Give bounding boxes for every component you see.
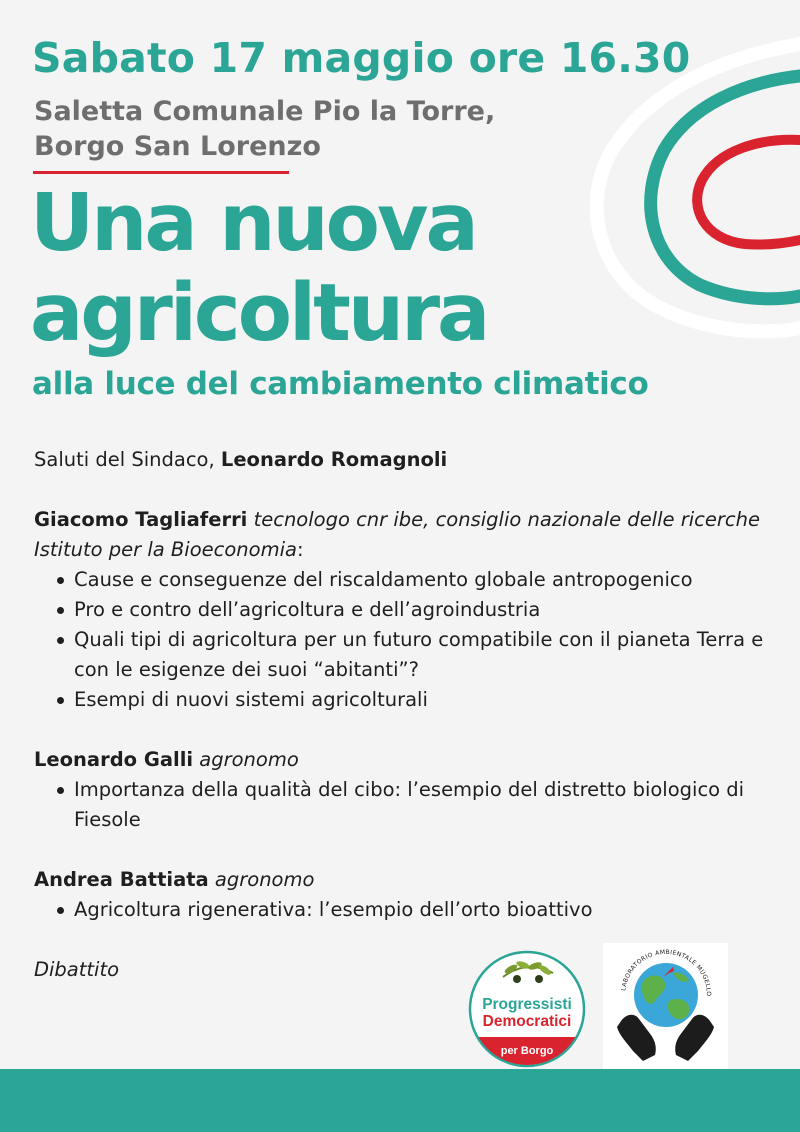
lab-logo-ring-text: LABORATORIO AMBIENTALE MUGELLO — [620, 948, 713, 997]
main-title-line-1: Una nuova — [30, 177, 476, 269]
mayor-name: Leonardo Romagnoli — [220, 448, 448, 471]
speaker-1-suffix: : — [296, 538, 304, 561]
speaker-1-name: Giacomo Tagliaferri — [34, 508, 248, 531]
speaker-1-topics — [34, 565, 794, 715]
speaker-3 — [34, 865, 794, 895]
closing-text: Dibattito — [34, 958, 120, 981]
list-item: Importanza della qualità del cibo: l’esempio del distretto biologico di Fiesole — [34, 775, 794, 835]
main-title — [30, 178, 487, 358]
middle-ring — [651, 76, 800, 299]
event-venue — [34, 94, 495, 164]
list-item: Quali tipi di agricoltura per un futuro compatibile con il pianeta Terra e con le esigenze dei suoi “abitanti”? — [34, 625, 794, 685]
greeting — [34, 445, 794, 475]
lab-logo-graphic — [603, 943, 728, 1070]
pd-logo-line-3: per Borgo — [500, 1045, 554, 1057]
list-item: Esempi di nuovi sistemi agricolturali — [34, 685, 794, 715]
venue-line-2: Borgo San Lorenzo — [34, 131, 321, 162]
list-item: Agricoltura rigenerativa: l’esempio dell’orto bioattivo — [34, 895, 794, 925]
speaker-3-name: Andrea Battiata — [34, 868, 209, 891]
subtitle: alla luce del cambiamento climatico — [32, 366, 649, 402]
speaker-3-role: agronomo — [208, 868, 315, 891]
main-title-line-2: agricoltura — [30, 267, 488, 359]
pd-logo-line-2: Democratici — [482, 1013, 572, 1030]
speaker-2-role: agronomo — [193, 748, 299, 771]
greeting-prefix: Saluti del Sindaco, — [34, 448, 221, 471]
list-item: Cause e conseguenze del riscaldamento globale antropogenico — [34, 565, 794, 595]
inner-ring — [697, 140, 800, 245]
title-divider — [33, 171, 289, 174]
venue-line-1: Saletta Comunale Pio la Torre, — [34, 96, 496, 127]
pd-logo-line-1: Progressisti — [482, 996, 572, 1013]
speaker-1-role: tecnologo cnr ibe, consiglio nazionale delle ricerche Istituto per la Bioeconomia — [34, 508, 760, 561]
program — [34, 445, 794, 985]
speaker-2-name: Leonardo Galli — [34, 748, 194, 771]
laboratorio-ambientale-logo — [603, 943, 728, 1070]
list-item: Pro e contro dell’agricoltura e dell’agroindustria — [34, 595, 794, 625]
progressisti-democratici-logo — [467, 949, 587, 1069]
footer-bar — [0, 1069, 800, 1132]
event-date-time: Sabato 17 maggio ore 16.30 — [32, 34, 691, 82]
speaker-2-topics — [34, 775, 794, 835]
speaker-2 — [34, 745, 794, 775]
speaker-3-topics — [34, 895, 794, 925]
speaker-1 — [34, 505, 794, 565]
